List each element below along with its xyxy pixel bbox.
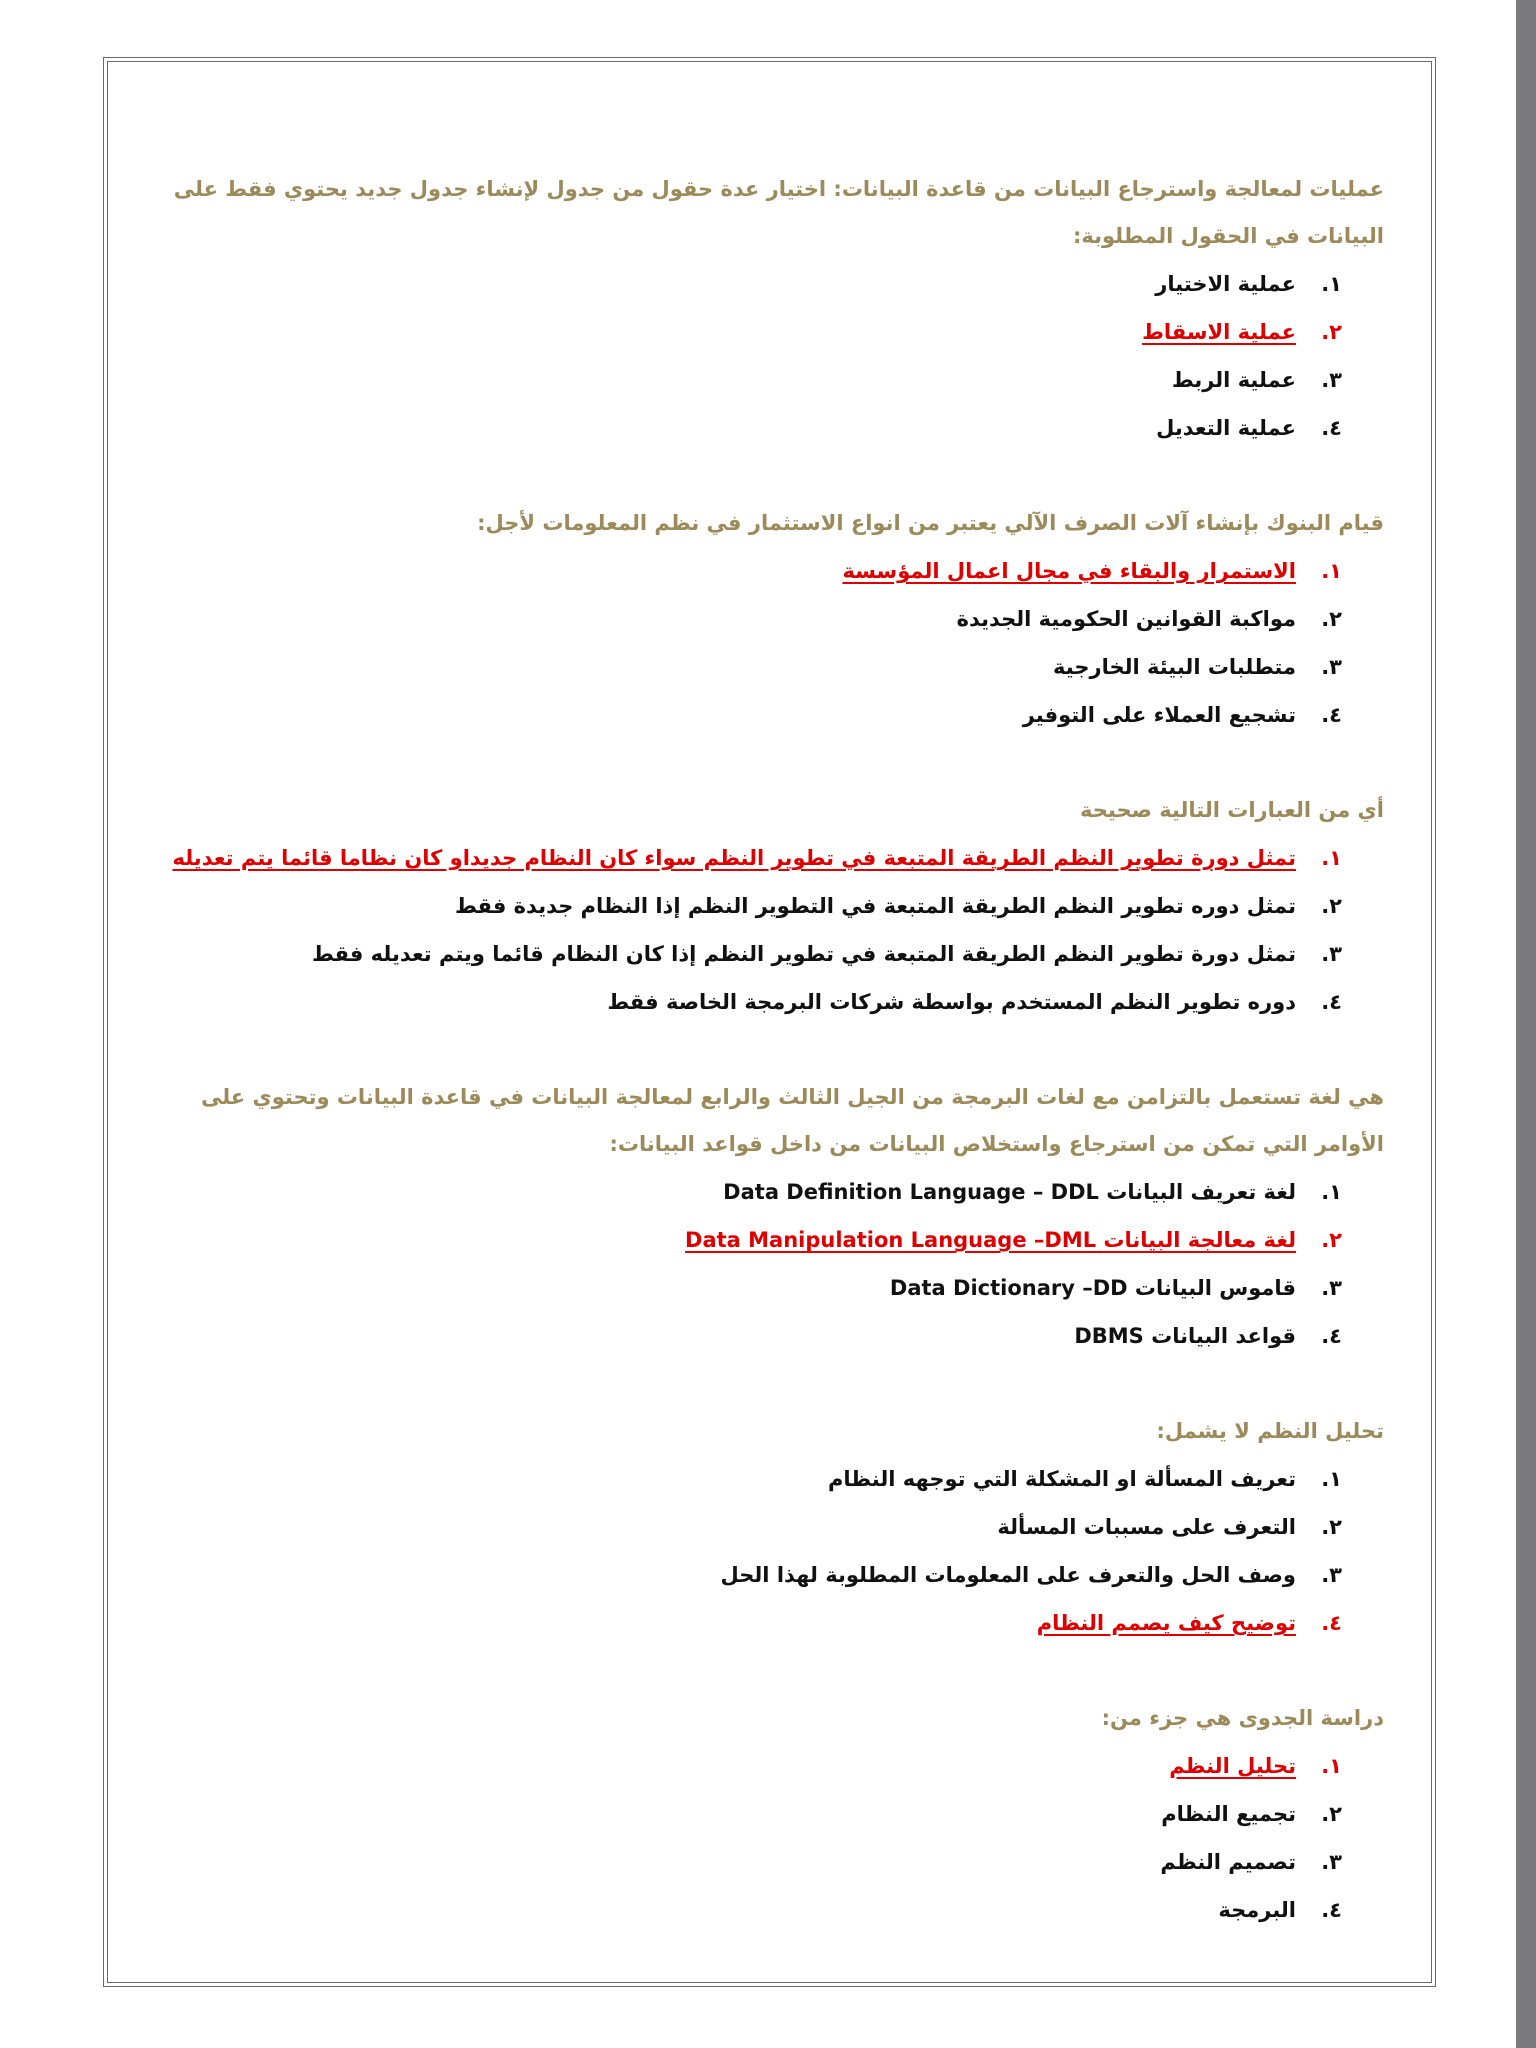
options-list	[170, 834, 1384, 1026]
option-number: ١.	[1321, 272, 1342, 296]
option-text: متطلبات البيئة الخارجية	[1053, 655, 1296, 679]
option-4	[170, 691, 1384, 739]
options-list	[170, 1742, 1384, 1934]
option-text: لغة تعريف البيانات Data Definition Language – DDL	[723, 1180, 1296, 1204]
option-text: عملية الاختيار	[1155, 272, 1296, 296]
option-number: ٣.	[1321, 1850, 1342, 1874]
question-3	[170, 787, 1384, 1026]
spacer	[170, 452, 1384, 500]
option-2	[170, 595, 1384, 643]
option-number: ٣.	[1321, 1563, 1342, 1587]
option-text: التعرف على مسببات المسألة	[997, 1515, 1296, 1539]
option-4	[170, 1312, 1384, 1360]
option-text: عملية التعديل	[1156, 416, 1296, 440]
option-4	[170, 978, 1384, 1026]
option-number: ٢.	[1321, 607, 1342, 631]
option-number: ٢.	[1321, 1802, 1342, 1826]
option-number: ٢.	[1321, 894, 1342, 918]
option-text: لغة معالجة البيانات Data Manipulation Language –DML	[685, 1228, 1296, 1252]
option-number: ٢.	[1321, 1515, 1342, 1539]
question-text: دراسة الجدوى هي جزء من:	[1101, 1706, 1384, 1730]
option-text: تمثل دورة تطوير النظم الطريقة المتبعة في تطوير النظم إذا كان النظام قائما ويتم تعديله فقط	[311, 942, 1296, 966]
option-text: عملية الاسقاط	[1142, 320, 1296, 344]
option-number: ١.	[1321, 846, 1342, 870]
spacer	[170, 1026, 1384, 1074]
option-number: ٢.	[1321, 320, 1342, 344]
option-number: ١.	[1321, 1754, 1342, 1778]
option-1	[170, 260, 1384, 308]
option-4-correct	[170, 1599, 1384, 1647]
option-number: ٣.	[1321, 1276, 1342, 1300]
option-2	[170, 1503, 1384, 1551]
option-text: تمثل دورة تطوير النظم الطريقة المتبعة في تطوير النظم سواء كان النظام جديداو كان نظاما قائما يتم تعديله	[172, 846, 1296, 870]
question-5	[170, 1408, 1384, 1647]
option-text: قاموس البيانات Data Dictionary –DD	[889, 1276, 1296, 1300]
option-3	[170, 930, 1384, 978]
option-1	[170, 1455, 1384, 1503]
question-text: أي من العبارات التالية صحيحة	[1080, 798, 1384, 822]
option-3	[170, 1551, 1384, 1599]
option-text: البرمجة	[1218, 1898, 1296, 1922]
option-number: ٣.	[1321, 655, 1342, 679]
question-2	[170, 500, 1384, 739]
question-1	[170, 166, 1384, 452]
option-text: تشجيع العملاء على التوفير	[1022, 703, 1296, 727]
option-text: مواكبة القوانين الحكومية الجديدة	[956, 607, 1296, 631]
option-number: ٤.	[1321, 1324, 1342, 1348]
option-number: ٣.	[1321, 942, 1342, 966]
question-6	[170, 1695, 1384, 1934]
option-text: دوره تطوير النظم المستخدم بواسطة شركات البرمجة الخاصة فقط	[607, 990, 1296, 1014]
option-4	[170, 404, 1384, 452]
option-3	[170, 356, 1384, 404]
option-text: توضيح كيف يصمم النظام	[1036, 1611, 1296, 1635]
question-4	[170, 1074, 1384, 1360]
options-list	[170, 1455, 1384, 1647]
option-1-correct	[170, 834, 1384, 882]
option-text: تجميع النظام	[1161, 1802, 1296, 1826]
option-number: ٤.	[1321, 703, 1342, 727]
option-number: ١.	[1321, 1180, 1342, 1204]
option-text: عملية الربط	[1171, 368, 1296, 392]
option-number: ٢.	[1321, 1228, 1342, 1252]
option-number: ٤.	[1321, 1611, 1342, 1635]
option-1-correct	[170, 547, 1384, 595]
option-3	[170, 643, 1384, 691]
document-content	[170, 166, 1384, 1934]
options-list	[170, 1168, 1384, 1360]
option-3	[170, 1264, 1384, 1312]
options-list	[170, 260, 1384, 452]
question-text: عمليات لمعالجة واسترجاع البيانات من قاعدة البيانات: اختيار عدة حقول من جدول لإنشاء جدول جديد يحتوي فقط على البيانات في الحقول المطلوبة:	[173, 177, 1384, 248]
option-2-correct	[170, 308, 1384, 356]
option-number: ٤.	[1321, 1898, 1342, 1922]
option-text: تمثل دوره تطوير النظم الطريقة المتبعة في التطوير النظم إذا النظام جديدة فقط	[455, 894, 1296, 918]
option-2	[170, 1790, 1384, 1838]
option-2-correct	[170, 1216, 1384, 1264]
option-text: الاستمرار والبقاء في مجال اعمال المؤسسة	[842, 559, 1296, 583]
question-text: تحليل النظم لا يشمل:	[1156, 1419, 1384, 1443]
option-3	[170, 1838, 1384, 1886]
option-1-correct	[170, 1742, 1384, 1790]
option-text: وصف الحل والتعرف على المعلومات المطلوبة لهذا الحل	[720, 1563, 1296, 1587]
option-text: تصميم النظم	[1160, 1850, 1296, 1874]
question-text: قيام البنوك بإنشاء آلات الصرف الآلي يعتبر من انواع الاستثمار في نظم المعلومات لأجل:	[477, 511, 1384, 535]
option-number: ٣.	[1321, 368, 1342, 392]
option-2	[170, 882, 1384, 930]
option-text: تحليل النظم	[1169, 1754, 1296, 1778]
question-text: هي لغة تستعمل بالتزامن مع لغات البرمجة من الجيل الثالث والرابع لمعالجة البيانات في قاعدة البيانات وتحتوي على الأوامر التي تمكن من استرجاع واستخلاص البيانات من داخل قواعد البيانات:	[200, 1085, 1384, 1156]
option-4	[170, 1886, 1384, 1934]
option-1	[170, 1168, 1384, 1216]
spacer	[170, 739, 1384, 787]
option-number: ٤.	[1321, 416, 1342, 440]
spacer	[170, 1647, 1384, 1695]
option-text: قواعد البيانات DBMS	[1074, 1324, 1296, 1348]
option-number: ١.	[1321, 1467, 1342, 1491]
option-number: ١.	[1321, 559, 1342, 583]
spacer	[170, 1360, 1384, 1408]
option-number: ٤.	[1321, 990, 1342, 1014]
options-list	[170, 547, 1384, 739]
option-text: تعريف المسألة او المشكلة التي توجهه النظام	[828, 1467, 1296, 1491]
